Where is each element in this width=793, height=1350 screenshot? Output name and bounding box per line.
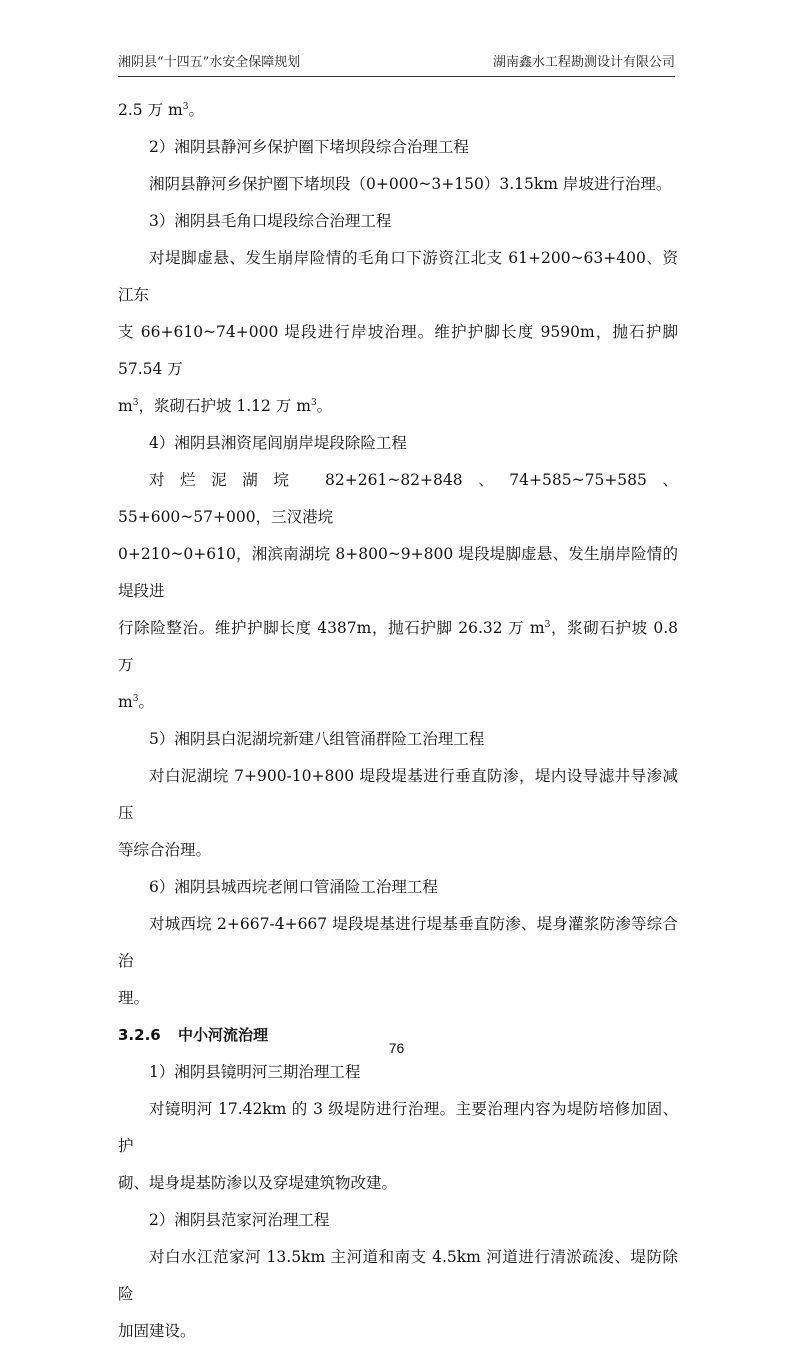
- paragraph: [118, 240, 678, 425]
- page-number: 76: [388, 1040, 405, 1056]
- page-body: [118, 92, 678, 1350]
- paragraph-line: $m^3$，浆砌石护坡 1.12 万 $m^3$。: [118, 397, 333, 415]
- paragraph: [118, 1091, 678, 1202]
- item-heading: 2）湘阴县范家河治理工程: [149, 1211, 330, 1229]
- paragraph: [118, 758, 678, 869]
- item-heading: 1）湘阴县镜明河三期治理工程: [149, 1063, 361, 1081]
- paragraph-line: 0+210~0+610，湘滨南湖垸 8+800~9+800 堤段堤脚虚悬、发生崩岸险情的堤段进: [118, 545, 678, 600]
- paragraph-line: 砌、堤身堤基防渗以及穿堤建筑物改建。: [118, 1174, 398, 1192]
- paragraph: 2.5 万 $m^3$。: [118, 101, 204, 119]
- item-heading: 5）湘阴县白泥湖垸新建八组管涌群险工治理工程: [149, 730, 485, 748]
- paragraph-line: 对白泥湖垸 7+900-10+800 堤段堤基进行垂直防渗，堤内设导滤井导渗减压: [118, 767, 678, 822]
- paragraph-line: 理。: [118, 989, 150, 1007]
- item-heading: 2）湘阴县静河乡保护圈下堵坝段综合治理工程: [149, 138, 469, 156]
- paragraph-line: $m^3$。: [118, 693, 154, 711]
- paragraph-line: 加固建设。: [118, 1322, 196, 1340]
- header-company-name: 湖南鑫水工程勘测设计有限公司: [492, 55, 675, 70]
- item-heading: 4）湘阴县湘资尾闾崩岸堤段除险工程: [149, 434, 407, 452]
- header-document-title: 湘阴县“十四五”水安全保障规划: [118, 55, 301, 70]
- item-heading: 6）湘阴县城西垸老闸口管涌险工治理工程: [149, 878, 438, 896]
- paragraph-line: 支 66+610~74+000 堤段进行岸坡治理。维护护脚长度 9590m，抛石护脚 57.54 万: [118, 323, 678, 378]
- paragraph: [118, 462, 678, 721]
- section-number: 3.2.6: [118, 1026, 161, 1044]
- paragraph-line: 行除险整治。维护护脚长度 4387m，抛石护脚 26.32 万 $m^3$，浆砌石护坡 0.8 万: [118, 619, 679, 674]
- paragraph: 湘阴县静河乡保护圈下堵坝段（0+000~3+150）3.15km 岸坡进行治理。: [149, 175, 672, 193]
- paragraph-line: 等综合治理。: [118, 841, 212, 859]
- page-header: [118, 50, 675, 77]
- paragraph-line: 对堤脚虚悬、发生崩岸险情的毛角口下游资江北支 61+200~63+400、资江东: [118, 249, 678, 304]
- paragraph-line: 对白水江范家河 13.5km 主河道和南支 4.5km 河道进行清淤疏浚、堤防除险: [118, 1248, 678, 1303]
- paragraph: [118, 906, 678, 1017]
- item-heading: 3）湘阴县毛角口堤段综合治理工程: [149, 212, 392, 230]
- section-title: 中小河流治理: [178, 1026, 269, 1044]
- paragraph-line: 对城西垸 2+667-4+667 堤段堤基进行堤基垂直防渗、堤身灌浆防渗等综合治: [118, 915, 678, 970]
- paragraph-line: 对镜明河 17.42km 的 3 级堤防进行治理。主要治理内容为堤防培修加固、护: [118, 1100, 678, 1155]
- paragraph-line: 对烂泥湖垸 82+261~82+848、74+585~75+585、55+600~57+000，三汊港垸: [118, 471, 678, 526]
- paragraph: [118, 1239, 678, 1350]
